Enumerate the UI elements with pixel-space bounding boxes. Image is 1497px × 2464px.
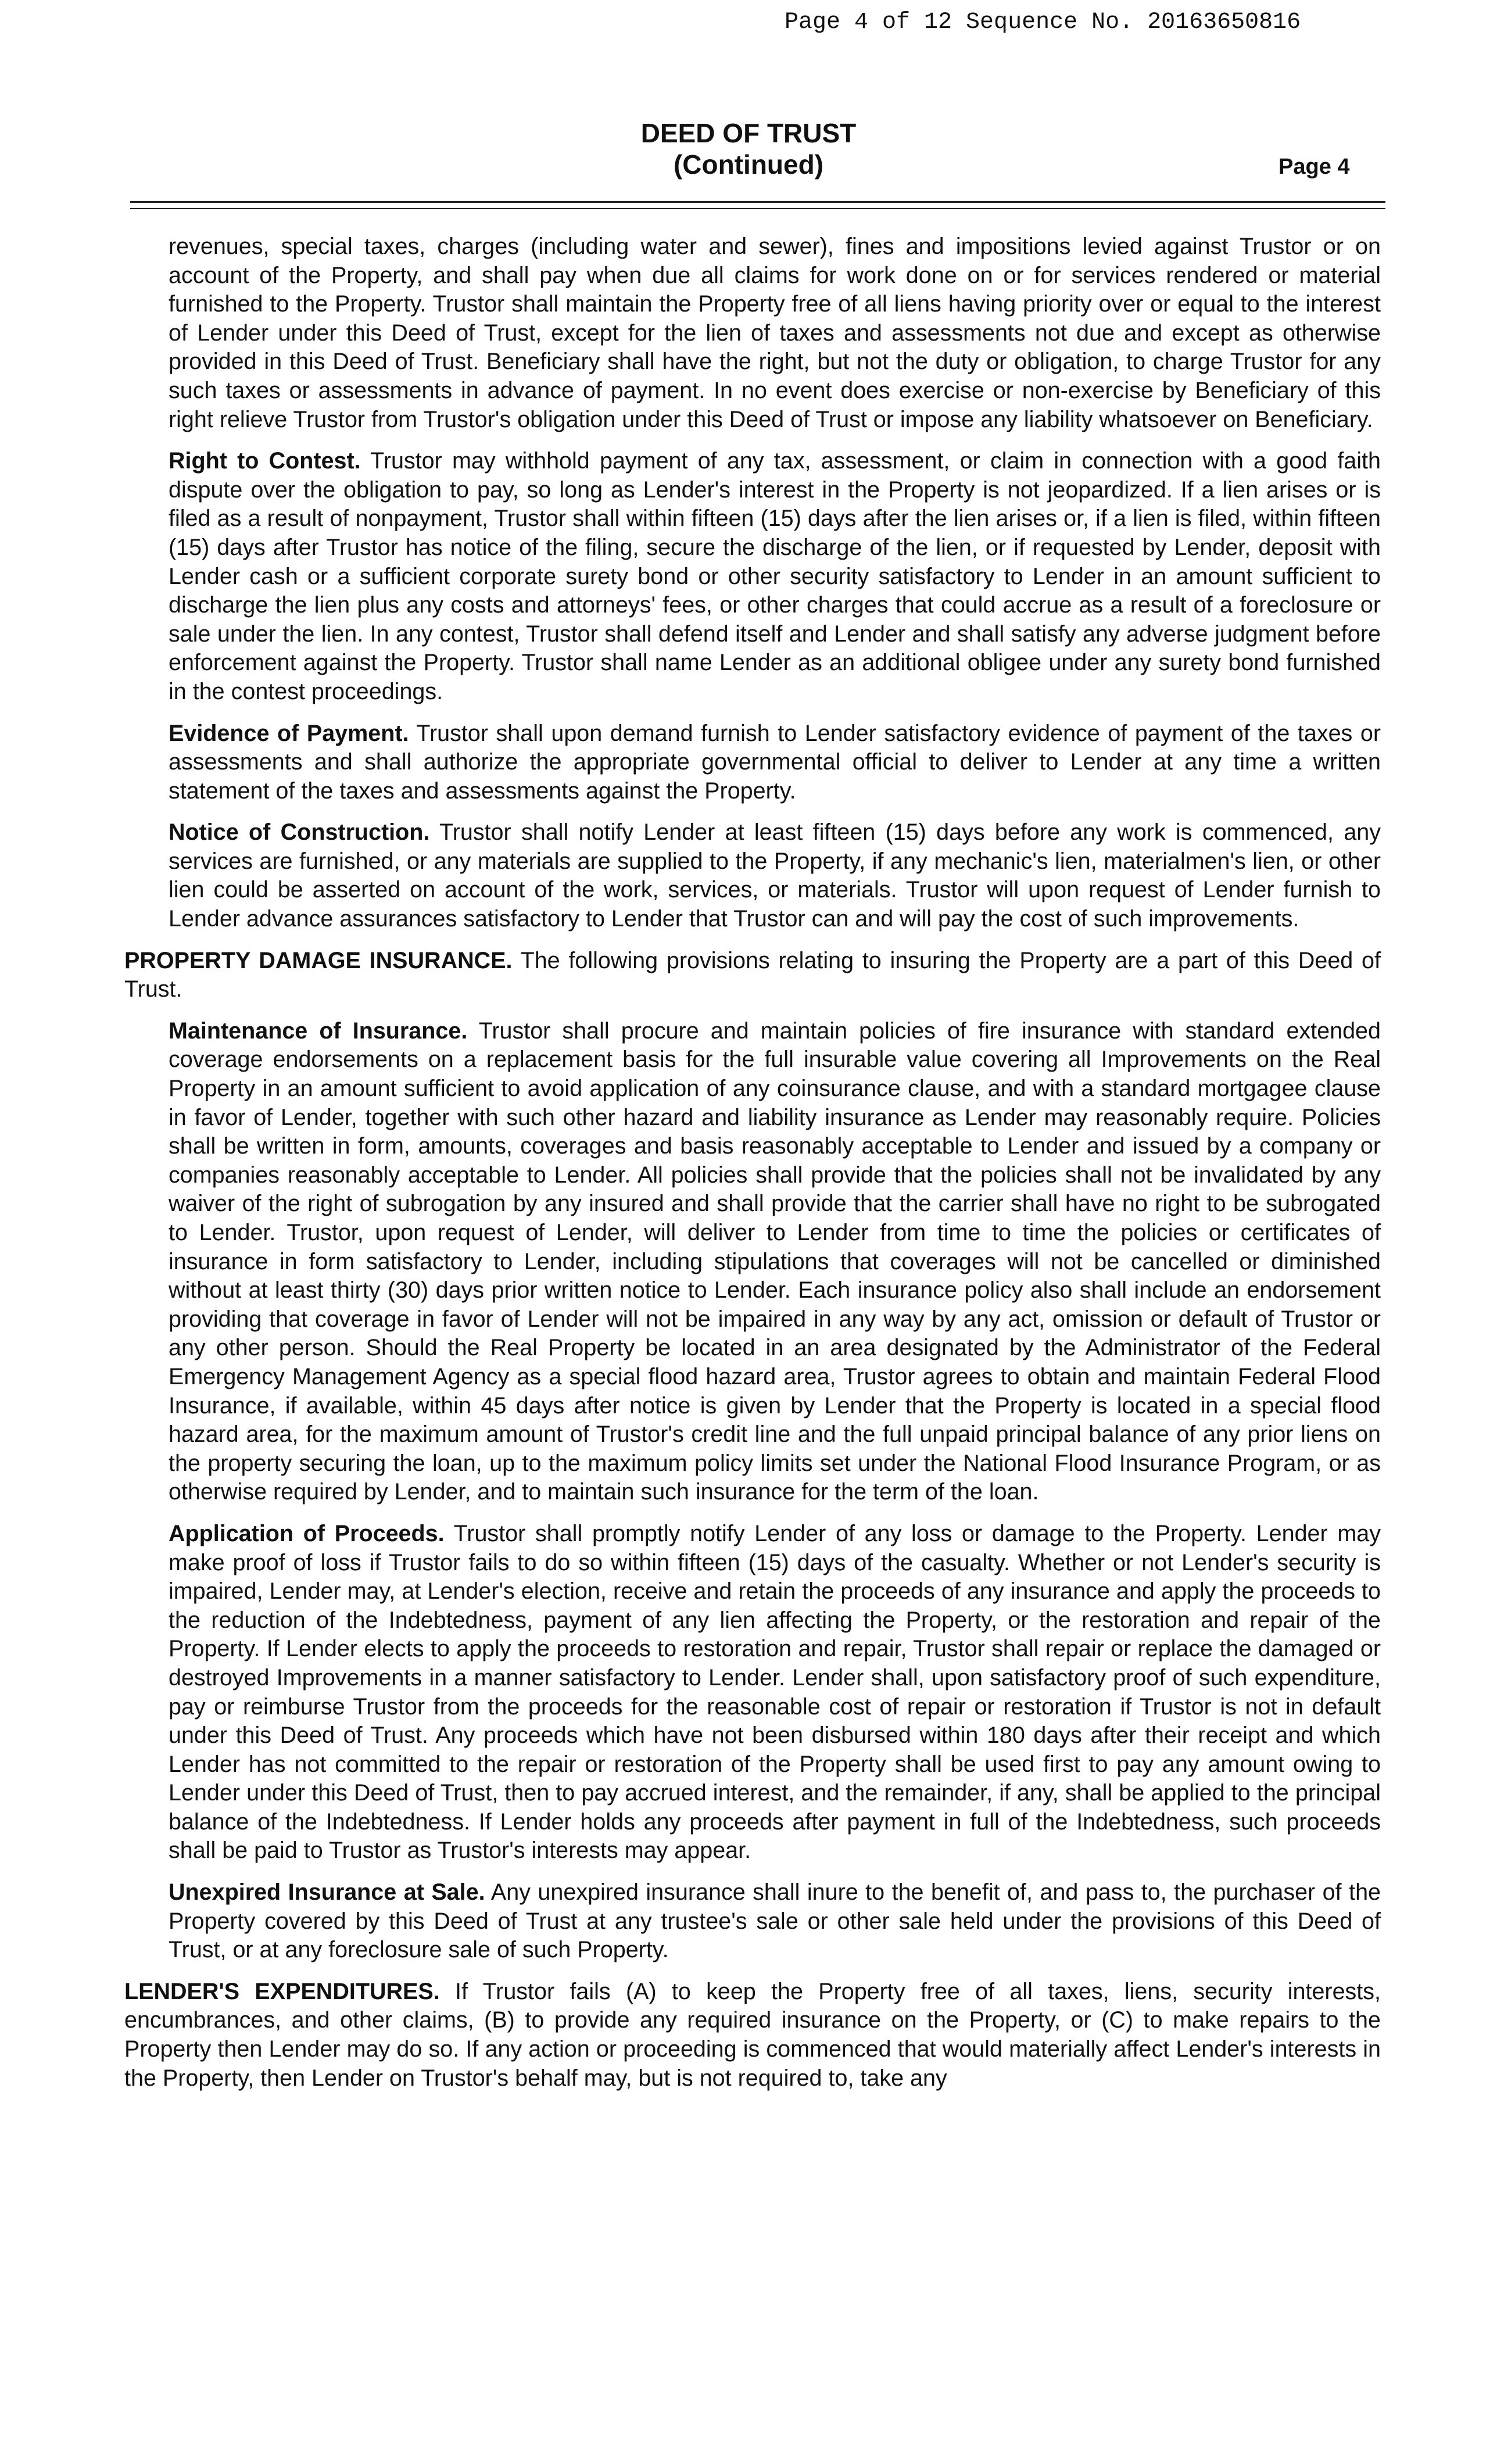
section-property-damage-insurance bbox=[124, 947, 1381, 1004]
page-number-label: Page 4 bbox=[1278, 155, 1350, 179]
paragraph-unexpired-insurance bbox=[169, 1878, 1381, 1965]
paragraph-taxes-continued bbox=[169, 232, 1381, 434]
paragraph-text: Trustor shall procure and maintain policies of fire insurance with standard extended coverage endorsements on a replacement basis for the full insurable value covering all Improvements on the Real Property in an amount sufficient to avoid application of any coinsurance clause, and with a standard mortgagee clause in favor of Lender, together with such other hazard and liability insurance as Lender may reasonably require. Policies shall be written in form, amounts, coverages and basis reasonably acceptable to Lender and issued by a company or companies reasonably acceptable to Lender. All policies shall provide that the policies shall not be invalidated by any waiver of the right of subrogation by any insured and shall provide that the carrier shall have no right to be subrogated to Lender. Trustor, upon request of Lender, will deliver to Lender from time to time the policies or certificates of insurance in form satisfactory to Lender, including stipulations that coverages will not be cancelled or diminished without at least thirty (30) days prior written notice to Lender. Each insurance policy also shall include an endorsement providing that coverage in favor of Lender will not be impaired in any way by any act, omission or default of Trustor or any other person. Should the Real Property be located in an area designated by the Administrator of the Federal Emergency Management Agency as a special flood hazard area, Trustor agrees to obtain and maintain Federal Flood Insurance, if available, within 45 days after notice is given by Lender that the Property is located in a special flood hazard area, for the maximum amount of Trustor's credit line and the full unpaid principal balance of any prior liens on the property securing the loan, up to the maximum policy limits set under the National Flood Insurance Program, or as otherwise required by Lender, and to maintain such insurance for the term of the loan. bbox=[169, 1018, 1381, 1505]
paragraph-application-of-proceeds bbox=[169, 1520, 1381, 1865]
section-heading: LENDER'S EXPENDITURES. bbox=[124, 1978, 440, 2004]
header-rule-bottom bbox=[130, 208, 1385, 209]
paragraph-text: Trustor shall upon demand furnish to Lender satisfactory evidence of payment of the taxes or assessments and shall authorize the appropriate governmental official to deliver to Lender at any time a written statement of the taxes and assessments against the Property. bbox=[169, 720, 1381, 804]
paragraph-text: Trustor shall notify Lender at least fifteen (15) days before any work is commenced, any services are furnished, or any materials are supplied to the Property, if any mechanic's lien, materialmen's lien, or other lien could be asserted on account of the work, services, or materials. Trustor will upon request of Lender furnish to Lender advance assurances satisfactory to Lender that Trustor can and will pay the cost of such improvements. bbox=[169, 819, 1381, 932]
section-heading: PROPERTY DAMAGE INSURANCE. bbox=[124, 947, 513, 973]
paragraph-evidence-of-payment bbox=[169, 719, 1381, 806]
document-subtitle: (Continued) bbox=[673, 149, 824, 180]
paragraph-maintenance-of-insurance bbox=[169, 1017, 1381, 1507]
document-body bbox=[124, 232, 1381, 2105]
paragraph-text: revenues, special taxes, charges (including water and sewer), fines and impositions levied against Trustor or on account of the Property, and shall pay when due all claims for work done on or for services rendered or material furnished to the Property. Trustor shall maintain the Property free of all liens having priority over or equal to the interest of Lender under this Deed of Trust, except for the lien of taxes and assessments not due and except as otherwise provided in this Deed of Trust. Beneficiary shall have the right, but not the duty or obligation, to charge Trustor for any such taxes or assessments in advance of payment. In no event does exercise or non-exercise by Beneficiary of this right relieve Trustor from Trustor's obligation under this Deed of Trust or impose any liability whatsoever on Beneficiary. bbox=[169, 234, 1381, 432]
paragraph-heading: Application of Proceeds. bbox=[169, 1520, 445, 1546]
paragraph-heading: Unexpired Insurance at Sale. bbox=[169, 1879, 485, 1906]
paragraph-heading: Right to Contest. bbox=[169, 448, 361, 474]
paragraph-notice-of-construction bbox=[169, 818, 1381, 933]
paragraph-heading: Evidence of Payment. bbox=[169, 720, 409, 746]
page-sequence-stamp: Page 4 of 12 Sequence No. 20163650816 bbox=[785, 9, 1301, 35]
paragraph-heading: Notice of Construction. bbox=[169, 819, 430, 846]
section-lenders-expenditures bbox=[124, 1978, 1381, 2093]
document-title: DEED OF TRUST bbox=[640, 118, 857, 148]
paragraph-text: Any unexpired insurance shall inure to the benefit of, and pass to, the purchaser of the Property covered by this Deed of Trust at any trustee's sale or other sale held under the provisions of this Deed of Trust, or at any foreclosure sale of such Property. bbox=[169, 1879, 1381, 1963]
paragraph-text: Trustor may withhold payment of any tax, assessment, or claim in connection with a good faith dispute over the obligation to pay, so long as Lender's interest in the Property is not jeopardized. If a lien arises or is filed as a result of nonpayment, Trustor shall within fifteen (15) days after the lien arises or, if a lien is filed, within fifteen (15) days after Trustor has notice of the filing, secure the discharge of the lien, or if requested by Lender, deposit with Lender cash or a sufficient corporate surety bond or other security satisfactory to Lender in an amount sufficient to discharge the lien plus any costs and attorneys' fees, or other charges that could accrue as a result of a foreclosure or sale under the lien. In any contest, Trustor shall defend itself and Lender and shall satisfy any adverse judgment before enforcement against the Property. Trustor shall name Lender as an additional obligee under any surety bond furnished in the contest proceedings. bbox=[169, 448, 1381, 704]
paragraph-text: Trustor shall promptly notify Lender of any loss or damage to the Property. Lender may make proof of loss if Trustor fails to do so within fifteen (15) days of the casualty. Whether or not Lender's security is impaired, Lender may, at Lender's election, receive and retain the proceeds of any insurance and apply the proceeds to the reduction of the Indebtedness, payment of any lien affecting the Property, or the restoration and repair of the Property. If Lender elects to apply the proceeds to restoration and repair, Trustor shall repair or replace the damaged or destroyed Improvements in a manner satisfactory to Lender. Lender shall, upon satisfactory proof of such expenditure, pay or reimburse Trustor from the proceeds for the reasonable cost of repair or restoration if Trustor is not in default under this Deed of Trust. Any proceeds which have not been disbursed within 180 days after their receipt and which Lender has not committed to the repair or restoration of the Property shall be used first to pay any amount owing to Lender under this Deed of Trust, then to pay accrued interest, and the remainder, if any, shall be applied to the principal balance of the Indebtedness. If Lender holds any proceeds after payment in full of the Indebtedness, such proceeds shall be paid to Trustor as Trustor's interests may appear. bbox=[169, 1520, 1381, 1864]
paragraph-right-to-contest bbox=[169, 447, 1381, 706]
paragraph-text: The following provisions relating to insuring the Property are a part of this Deed of Trust. bbox=[124, 947, 1381, 1002]
header-rule-top bbox=[130, 201, 1385, 203]
paragraph-heading: Maintenance of Insurance. bbox=[169, 1018, 468, 1044]
paragraph-text: If Trustor fails (A) to keep the Property free of all taxes, liens, security interests, encumbrances, and other claims, (B) to provide any required insurance on the Property, or (C) to make repairs to the Property then Lender may do so. If any action or proceeding is commenced that would materially affect Lender's interests in the Property, then Lender on Trustor's behalf may, but is not required to, take any bbox=[124, 1978, 1381, 2091]
